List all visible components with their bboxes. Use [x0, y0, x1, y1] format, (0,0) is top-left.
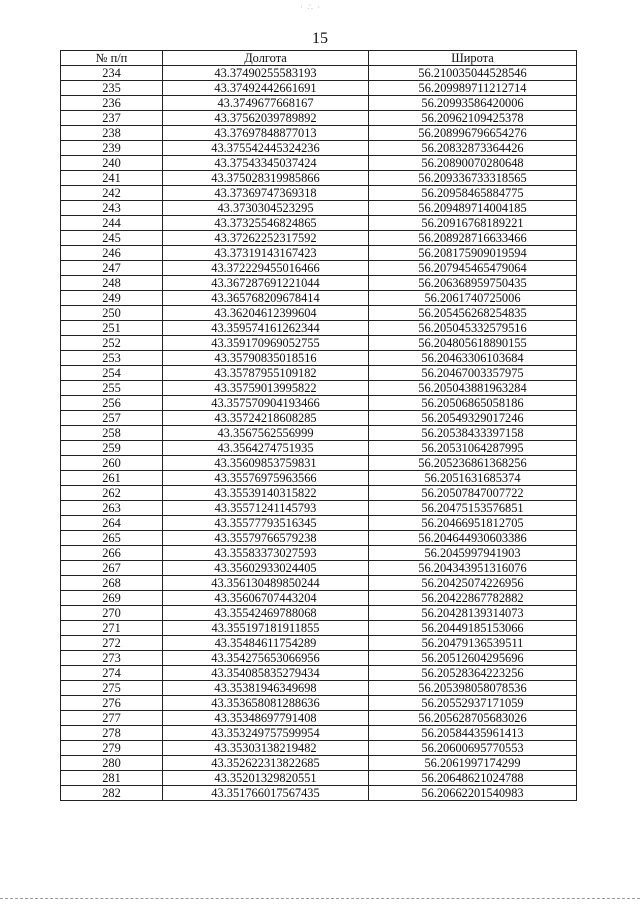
table-row [61, 636, 577, 651]
table-row [61, 111, 577, 126]
latitude-cell: 56.20528364223256 [369, 666, 577, 681]
latitude-cell: 56.208996796654276 [369, 126, 577, 141]
latitude-cell: 56.2061997174299 [369, 756, 577, 771]
longitude-cell: 43.37492442661691 [163, 81, 369, 96]
longitude-cell: 43.37697848877013 [163, 126, 369, 141]
point-number-cell: 264 [61, 516, 163, 531]
point-number-cell: 266 [61, 546, 163, 561]
latitude-cell: 56.20958465884775 [369, 186, 577, 201]
point-number-cell: 235 [61, 81, 163, 96]
table-row [61, 306, 577, 321]
latitude-cell: 56.20428139314073 [369, 606, 577, 621]
longitude-cell: 43.35787955109182 [163, 366, 369, 381]
table-row [61, 291, 577, 306]
table-row [61, 741, 577, 756]
point-number-cell: 258 [61, 426, 163, 441]
longitude-cell: 43.35790835018516 [163, 351, 369, 366]
table-row [61, 276, 577, 291]
longitude-cell: 43.351766017567435 [163, 786, 369, 801]
point-number-cell: 277 [61, 711, 163, 726]
point-number-cell: 244 [61, 216, 163, 231]
latitude-cell: 56.20466951812705 [369, 516, 577, 531]
table-row [61, 66, 577, 81]
point-number-cell: 268 [61, 576, 163, 591]
longitude-cell: 43.3749677668167 [163, 96, 369, 111]
latitude-cell: 56.20916768189221 [369, 216, 577, 231]
point-number-cell: 246 [61, 246, 163, 261]
point-number-cell: 278 [61, 726, 163, 741]
point-number-cell: 270 [61, 606, 163, 621]
point-number-cell: 256 [61, 396, 163, 411]
latitude-cell: 56.209336733318565 [369, 171, 577, 186]
longitude-cell: 43.36204612399604 [163, 306, 369, 321]
latitude-cell: 56.20422867782882 [369, 591, 577, 606]
coordinates-table [60, 50, 577, 801]
latitude-cell: 56.205043881963284 [369, 381, 577, 396]
longitude-cell: 43.35577793516345 [163, 516, 369, 531]
latitude-cell: 56.2051631685374 [369, 471, 577, 486]
longitude-cell: 43.35201329820551 [163, 771, 369, 786]
latitude-cell: 56.20507847007722 [369, 486, 577, 501]
latitude-cell: 56.210035044528546 [369, 66, 577, 81]
point-number-cell: 248 [61, 276, 163, 291]
latitude-cell: 56.2061740725006 [369, 291, 577, 306]
table-row [61, 576, 577, 591]
table-row [61, 681, 577, 696]
latitude-cell: 56.20584435961413 [369, 726, 577, 741]
point-number-cell: 239 [61, 141, 163, 156]
table-header-row [61, 51, 577, 66]
longitude-cell: 43.35579766579238 [163, 531, 369, 546]
point-number-cell: 252 [61, 336, 163, 351]
latitude-cell: 56.20832873364426 [369, 141, 577, 156]
point-number-cell: 250 [61, 306, 163, 321]
page-bottom-edge [0, 898, 640, 899]
header-number: № п/п [61, 51, 163, 66]
table-row [61, 531, 577, 546]
table-row [61, 366, 577, 381]
point-number-cell: 249 [61, 291, 163, 306]
point-number-cell: 241 [61, 171, 163, 186]
point-number-cell: 274 [61, 666, 163, 681]
point-number-cell: 260 [61, 456, 163, 471]
longitude-cell: 43.35759013995822 [163, 381, 369, 396]
latitude-cell: 56.208175909019594 [369, 246, 577, 261]
longitude-cell: 43.375028319985866 [163, 171, 369, 186]
table-row [61, 426, 577, 441]
table-row [61, 756, 577, 771]
table-row [61, 651, 577, 666]
table-row [61, 261, 577, 276]
longitude-cell: 43.35542469788068 [163, 606, 369, 621]
point-number-cell: 257 [61, 411, 163, 426]
point-number-cell: 242 [61, 186, 163, 201]
point-number-cell: 238 [61, 126, 163, 141]
longitude-cell: 43.35303138219482 [163, 741, 369, 756]
point-number-cell: 269 [61, 591, 163, 606]
point-number-cell: 236 [61, 96, 163, 111]
longitude-cell: 43.3567562556999 [163, 426, 369, 441]
table-row [61, 216, 577, 231]
table-row [61, 411, 577, 426]
longitude-cell: 43.3730304523295 [163, 201, 369, 216]
longitude-cell: 43.35484611754289 [163, 636, 369, 651]
latitude-cell: 56.20552937171059 [369, 696, 577, 711]
longitude-cell: 43.359574161262344 [163, 321, 369, 336]
longitude-cell: 43.37562039789892 [163, 111, 369, 126]
table-row [61, 336, 577, 351]
table-row [61, 321, 577, 336]
table-row [61, 396, 577, 411]
table-row [61, 771, 577, 786]
longitude-cell: 43.356130489850244 [163, 576, 369, 591]
latitude-cell: 56.20662201540983 [369, 786, 577, 801]
point-number-cell: 261 [61, 471, 163, 486]
latitude-cell: 56.204644930603386 [369, 531, 577, 546]
table-row [61, 441, 577, 456]
latitude-cell: 56.209989711212714 [369, 81, 577, 96]
table-row [61, 621, 577, 636]
point-number-cell: 255 [61, 381, 163, 396]
longitude-cell: 43.37319143167423 [163, 246, 369, 261]
longitude-cell: 43.357570904193466 [163, 396, 369, 411]
table-row [61, 666, 577, 681]
point-number-cell: 245 [61, 231, 163, 246]
longitude-cell: 43.35348697791408 [163, 711, 369, 726]
latitude-cell: 56.208928716633466 [369, 231, 577, 246]
latitude-cell: 56.20538433397158 [369, 426, 577, 441]
longitude-cell: 43.35571241145793 [163, 501, 369, 516]
point-number-cell: 251 [61, 321, 163, 336]
point-number-cell: 281 [61, 771, 163, 786]
point-number-cell: 243 [61, 201, 163, 216]
latitude-cell: 56.20962109425378 [369, 111, 577, 126]
table-row [61, 711, 577, 726]
latitude-cell: 56.205398058078536 [369, 681, 577, 696]
point-number-cell: 234 [61, 66, 163, 81]
latitude-cell: 56.20890070280648 [369, 156, 577, 171]
latitude-cell: 56.2045997941903 [369, 546, 577, 561]
latitude-cell: 56.20993586420006 [369, 96, 577, 111]
latitude-cell: 56.20467003357975 [369, 366, 577, 381]
longitude-cell: 43.37262252317592 [163, 231, 369, 246]
longitude-cell: 43.37490255583193 [163, 66, 369, 81]
longitude-cell: 43.372229455016466 [163, 261, 369, 276]
latitude-cell: 56.20425074226956 [369, 576, 577, 591]
table-row [61, 486, 577, 501]
table-row [61, 606, 577, 621]
longitude-cell: 43.35539140315822 [163, 486, 369, 501]
table-row [61, 156, 577, 171]
table-row [61, 141, 577, 156]
longitude-cell: 43.35602933024405 [163, 561, 369, 576]
table-row [61, 696, 577, 711]
table-row [61, 591, 577, 606]
point-number-cell: 272 [61, 636, 163, 651]
table-row [61, 186, 577, 201]
longitude-cell: 43.354085835279434 [163, 666, 369, 681]
latitude-cell: 56.205045332579516 [369, 321, 577, 336]
point-number-cell: 280 [61, 756, 163, 771]
table-row [61, 501, 577, 516]
longitude-cell: 43.355197181911855 [163, 621, 369, 636]
point-number-cell: 247 [61, 261, 163, 276]
latitude-cell: 56.20648621024788 [369, 771, 577, 786]
table-row [61, 171, 577, 186]
longitude-cell: 43.35609853759831 [163, 456, 369, 471]
longitude-cell: 43.35724218608285 [163, 411, 369, 426]
point-number-cell: 282 [61, 786, 163, 801]
point-number-cell: 275 [61, 681, 163, 696]
point-number-cell: 237 [61, 111, 163, 126]
table-row [61, 201, 577, 216]
point-number-cell: 262 [61, 486, 163, 501]
header-latitude: Широта [369, 51, 577, 66]
latitude-cell: 56.20463306103684 [369, 351, 577, 366]
latitude-cell: 56.20506865058186 [369, 396, 577, 411]
point-number-cell: 254 [61, 366, 163, 381]
longitude-cell: 43.353658081288636 [163, 696, 369, 711]
point-number-cell: 265 [61, 531, 163, 546]
table-row [61, 471, 577, 486]
latitude-cell: 56.209489714004185 [369, 201, 577, 216]
table-row [61, 126, 577, 141]
point-number-cell: 267 [61, 561, 163, 576]
longitude-cell: 43.367287691221044 [163, 276, 369, 291]
longitude-cell: 43.35583373027593 [163, 546, 369, 561]
table-row [61, 546, 577, 561]
longitude-cell: 43.37369747369318 [163, 186, 369, 201]
latitude-cell: 56.20531064287995 [369, 441, 577, 456]
table-row [61, 231, 577, 246]
latitude-cell: 56.20600695770553 [369, 741, 577, 756]
latitude-cell: 56.204343951316076 [369, 561, 577, 576]
longitude-cell: 43.3564274751935 [163, 441, 369, 456]
longitude-cell: 43.352622313822685 [163, 756, 369, 771]
table-row [61, 381, 577, 396]
longitude-cell: 43.35606707443204 [163, 591, 369, 606]
latitude-cell: 56.20479136539511 [369, 636, 577, 651]
latitude-cell: 56.204805618890155 [369, 336, 577, 351]
point-number-cell: 263 [61, 501, 163, 516]
point-number-cell: 279 [61, 741, 163, 756]
latitude-cell: 56.20475153576851 [369, 501, 577, 516]
longitude-cell: 43.35381946349698 [163, 681, 369, 696]
longitude-cell: 43.375542445324236 [163, 141, 369, 156]
longitude-cell: 43.353249757599954 [163, 726, 369, 741]
latitude-cell: 56.20512604295696 [369, 651, 577, 666]
latitude-cell: 56.205236861368256 [369, 456, 577, 471]
table-row [61, 351, 577, 366]
scan-artifact: · ∴ · [300, 2, 322, 12]
table-row [61, 81, 577, 96]
table-row [61, 561, 577, 576]
longitude-cell: 43.365768209678414 [163, 291, 369, 306]
point-number-cell: 240 [61, 156, 163, 171]
table-row [61, 516, 577, 531]
table-row [61, 246, 577, 261]
table-row [61, 726, 577, 741]
latitude-cell: 56.205628705683026 [369, 711, 577, 726]
point-number-cell: 276 [61, 696, 163, 711]
header-longitude: Долгота [163, 51, 369, 66]
point-number-cell: 271 [61, 621, 163, 636]
longitude-cell: 43.37325546824865 [163, 216, 369, 231]
point-number-cell: 253 [61, 351, 163, 366]
longitude-cell: 43.354275653066956 [163, 651, 369, 666]
latitude-cell: 56.207945465479064 [369, 261, 577, 276]
point-number-cell: 273 [61, 651, 163, 666]
table-row [61, 96, 577, 111]
latitude-cell: 56.205456268254835 [369, 306, 577, 321]
longitude-cell: 43.35576975963566 [163, 471, 369, 486]
longitude-cell: 43.359170969052755 [163, 336, 369, 351]
point-number-cell: 259 [61, 441, 163, 456]
table-row [61, 456, 577, 471]
latitude-cell: 56.206368959750435 [369, 276, 577, 291]
table-row [61, 786, 577, 801]
latitude-cell: 56.20449185153066 [369, 621, 577, 636]
latitude-cell: 56.20549329017246 [369, 411, 577, 426]
longitude-cell: 43.37543345037424 [163, 156, 369, 171]
page-number: 15 [312, 30, 328, 47]
